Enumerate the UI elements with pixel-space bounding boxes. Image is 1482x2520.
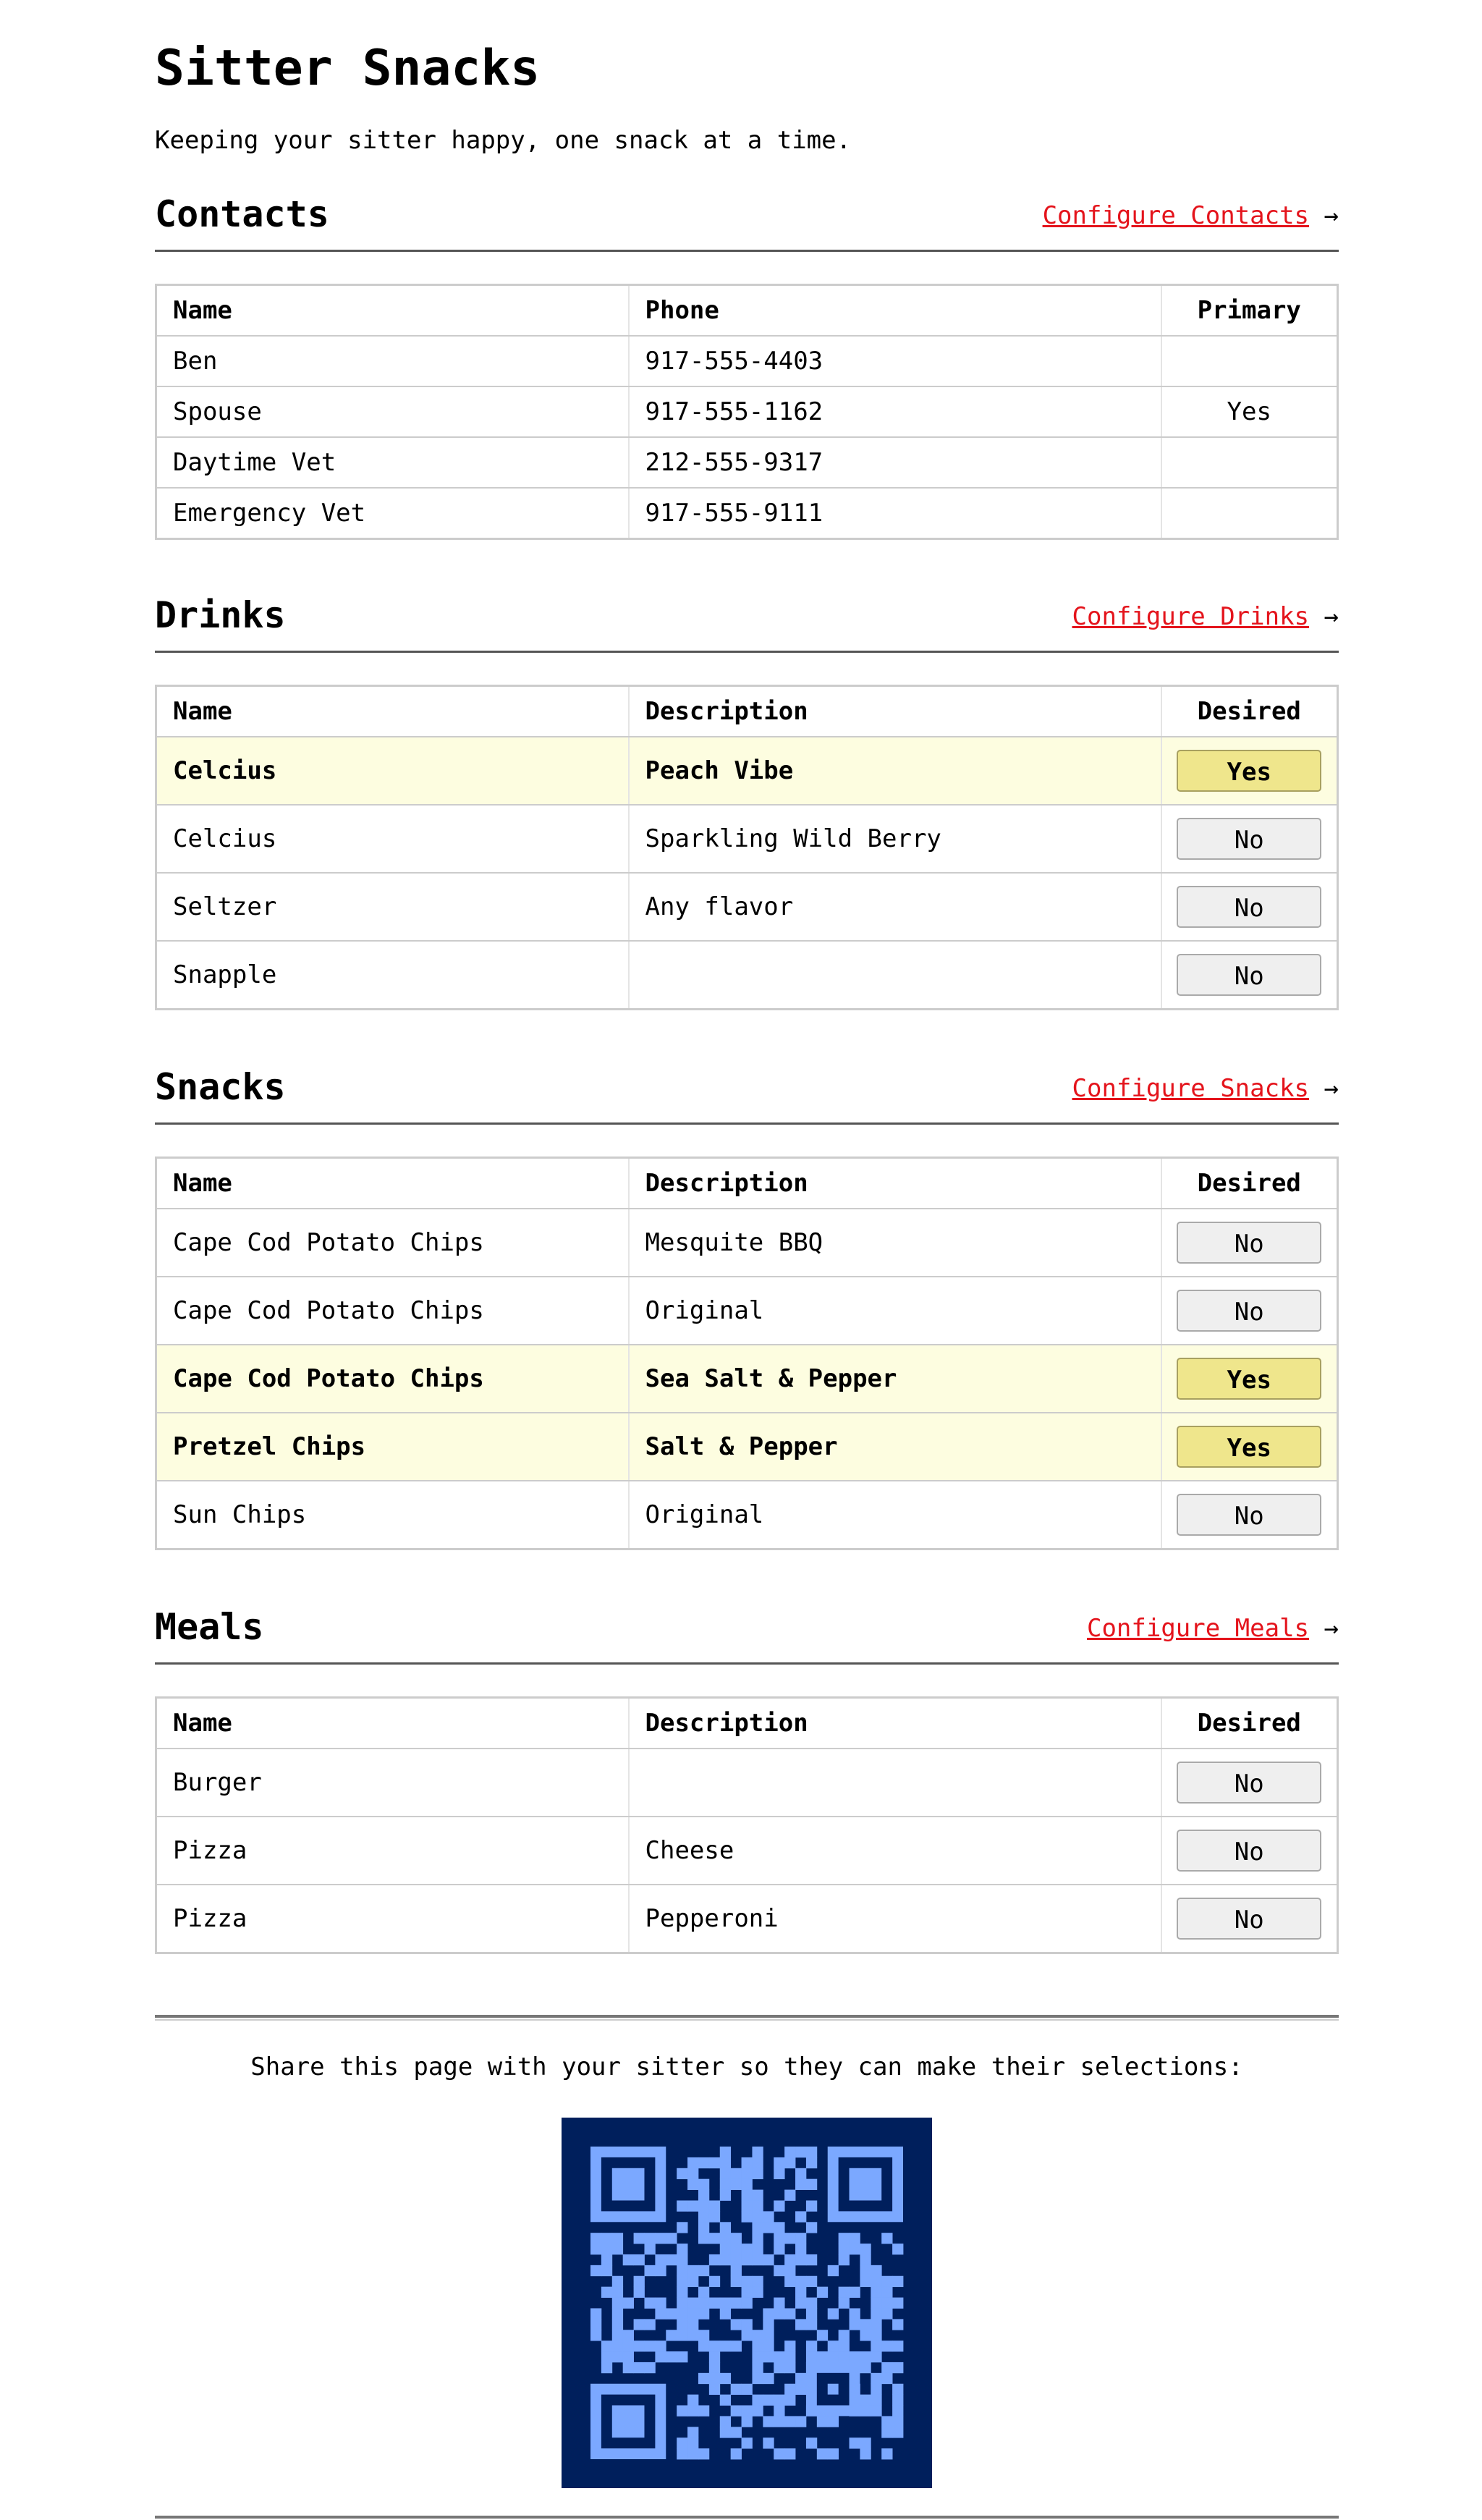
contact-phone: 917-555-9111 bbox=[629, 488, 1161, 539]
item-name: Burger bbox=[156, 1749, 629, 1817]
contact-phone: 917-555-1162 bbox=[629, 386, 1161, 437]
column-header: Desired bbox=[1161, 1158, 1338, 1209]
item-name: Cape Cod Potato Chips bbox=[156, 1345, 629, 1413]
table-row bbox=[156, 737, 1338, 805]
contact-primary bbox=[1161, 488, 1338, 539]
page-title: Sitter Snacks bbox=[155, 40, 541, 97]
drinks-table bbox=[155, 685, 1339, 1010]
contact-name: Ben bbox=[156, 336, 629, 386]
contact-name: Daytime Vet bbox=[156, 437, 629, 488]
contact-primary bbox=[1161, 336, 1338, 386]
item-description: Original bbox=[629, 1277, 1161, 1345]
arrow-right-icon: → bbox=[1324, 602, 1339, 631]
item-name: Pretzel Chips bbox=[156, 1413, 629, 1481]
table-row bbox=[156, 805, 1338, 873]
item-description: Cheese bbox=[629, 1817, 1161, 1885]
item-description: Sea Salt & Pepper bbox=[629, 1345, 1161, 1413]
desired-toggle-button[interactable]: No bbox=[1177, 1290, 1321, 1332]
desired-toggle-button[interactable]: No bbox=[1177, 818, 1321, 860]
table-row bbox=[156, 1885, 1338, 1953]
table-row bbox=[156, 1413, 1338, 1481]
meals-table bbox=[155, 1696, 1339, 1954]
column-header: Description bbox=[629, 686, 1161, 737]
contact-phone: 917-555-4403 bbox=[629, 336, 1161, 386]
column-header: Phone bbox=[629, 285, 1161, 337]
contacts-table bbox=[155, 284, 1339, 540]
item-description: Salt & Pepper bbox=[629, 1413, 1161, 1481]
contact-primary: Yes bbox=[1161, 386, 1338, 437]
item-description: Peach Vibe bbox=[629, 737, 1161, 805]
contacts-header bbox=[155, 177, 1339, 252]
table-row bbox=[156, 336, 1338, 386]
item-name: Pizza bbox=[156, 1885, 629, 1953]
item-name: Cape Cod Potato Chips bbox=[156, 1209, 629, 1277]
column-header: Desired bbox=[1161, 686, 1338, 737]
share-divider-bottom bbox=[155, 2516, 1339, 2520]
table-row bbox=[156, 941, 1338, 1010]
item-description: Sparkling Wild Berry bbox=[629, 805, 1161, 873]
desired-toggle-button[interactable]: No bbox=[1177, 886, 1321, 928]
item-name: Seltzer bbox=[156, 873, 629, 941]
table-row bbox=[156, 1817, 1338, 1885]
desired-toggle-button[interactable]: No bbox=[1177, 1762, 1321, 1804]
table-header-row bbox=[156, 1698, 1338, 1749]
snacks-section bbox=[155, 1049, 1339, 1531]
item-description: Original bbox=[629, 1481, 1161, 1549]
desired-toggle-button[interactable]: Yes bbox=[1177, 750, 1321, 792]
item-description bbox=[629, 941, 1161, 1010]
contacts-section bbox=[155, 177, 1339, 528]
configure-snacks-link[interactable]: Configure Snacks bbox=[1072, 1074, 1310, 1103]
meals-section bbox=[155, 1589, 1339, 1935]
desired-toggle-button[interactable]: No bbox=[1177, 1494, 1321, 1536]
drinks-header bbox=[155, 578, 1339, 653]
contact-phone: 212-555-9317 bbox=[629, 437, 1161, 488]
meals-header bbox=[155, 1589, 1339, 1665]
share-instructions: Share this page with your sitter so they can make their selections: bbox=[250, 2052, 1243, 2081]
table-row bbox=[156, 873, 1338, 941]
column-header: Description bbox=[629, 1698, 1161, 1749]
column-header: Name bbox=[156, 285, 629, 337]
snacks-table bbox=[155, 1157, 1339, 1550]
column-header: Desired bbox=[1161, 1698, 1338, 1749]
snacks-heading: Snacks bbox=[155, 1066, 286, 1108]
desired-toggle-button[interactable]: Yes bbox=[1177, 1358, 1321, 1400]
configure-contacts-link[interactable]: Configure Contacts bbox=[1042, 201, 1310, 230]
drinks-heading: Drinks bbox=[155, 594, 286, 636]
contacts-heading: Contacts bbox=[155, 193, 329, 235]
share-divider-top bbox=[155, 2015, 1339, 2021]
item-description: Pepperoni bbox=[629, 1885, 1161, 1953]
table-header-row bbox=[156, 285, 1338, 337]
table-header-row bbox=[156, 1158, 1338, 1209]
item-name: Celcius bbox=[156, 805, 629, 873]
contact-primary bbox=[1161, 437, 1338, 488]
configure-drinks-link[interactable]: Configure Drinks bbox=[1072, 602, 1310, 631]
column-header: Name bbox=[156, 686, 629, 737]
column-header: Description bbox=[629, 1158, 1161, 1209]
table-row bbox=[156, 1345, 1338, 1413]
item-name: Snapple bbox=[156, 941, 629, 1010]
table-row bbox=[156, 1749, 1338, 1817]
table-header-row bbox=[156, 686, 1338, 737]
item-name: Celcius bbox=[156, 737, 629, 805]
table-row bbox=[156, 488, 1338, 539]
desired-toggle-button[interactable]: No bbox=[1177, 1830, 1321, 1872]
item-name: Sun Chips bbox=[156, 1481, 629, 1549]
column-header: Name bbox=[156, 1698, 629, 1749]
item-name: Pizza bbox=[156, 1817, 629, 1885]
configure-meals-link[interactable]: Configure Meals bbox=[1086, 1614, 1310, 1643]
arrow-right-icon: → bbox=[1324, 1614, 1339, 1643]
page-tagline: Keeping your sitter happy, one snack at a time. bbox=[155, 126, 852, 155]
meals-heading: Meals bbox=[155, 1606, 264, 1648]
contact-name: Emergency Vet bbox=[156, 488, 629, 539]
column-header: Primary bbox=[1161, 285, 1338, 337]
item-description bbox=[629, 1749, 1161, 1817]
arrow-right-icon: → bbox=[1324, 1074, 1339, 1103]
qr-code-icon bbox=[562, 2118, 932, 2488]
desired-toggle-button[interactable]: No bbox=[1177, 954, 1321, 996]
table-row bbox=[156, 386, 1338, 437]
arrow-right-icon: → bbox=[1324, 201, 1339, 230]
table-row bbox=[156, 1277, 1338, 1345]
column-header: Name bbox=[156, 1158, 629, 1209]
table-row bbox=[156, 1481, 1338, 1549]
drinks-section bbox=[155, 578, 1339, 991]
table-row bbox=[156, 437, 1338, 488]
desired-toggle-button[interactable]: No bbox=[1177, 1898, 1321, 1940]
item-description: Any flavor bbox=[629, 873, 1161, 941]
item-name: Cape Cod Potato Chips bbox=[156, 1277, 629, 1345]
desired-toggle-button[interactable]: Yes bbox=[1177, 1426, 1321, 1468]
desired-toggle-button[interactable]: No bbox=[1177, 1222, 1321, 1264]
item-description: Mesquite BBQ bbox=[629, 1209, 1161, 1277]
table-row bbox=[156, 1209, 1338, 1277]
snacks-header bbox=[155, 1049, 1339, 1125]
contact-name: Spouse bbox=[156, 386, 629, 437]
